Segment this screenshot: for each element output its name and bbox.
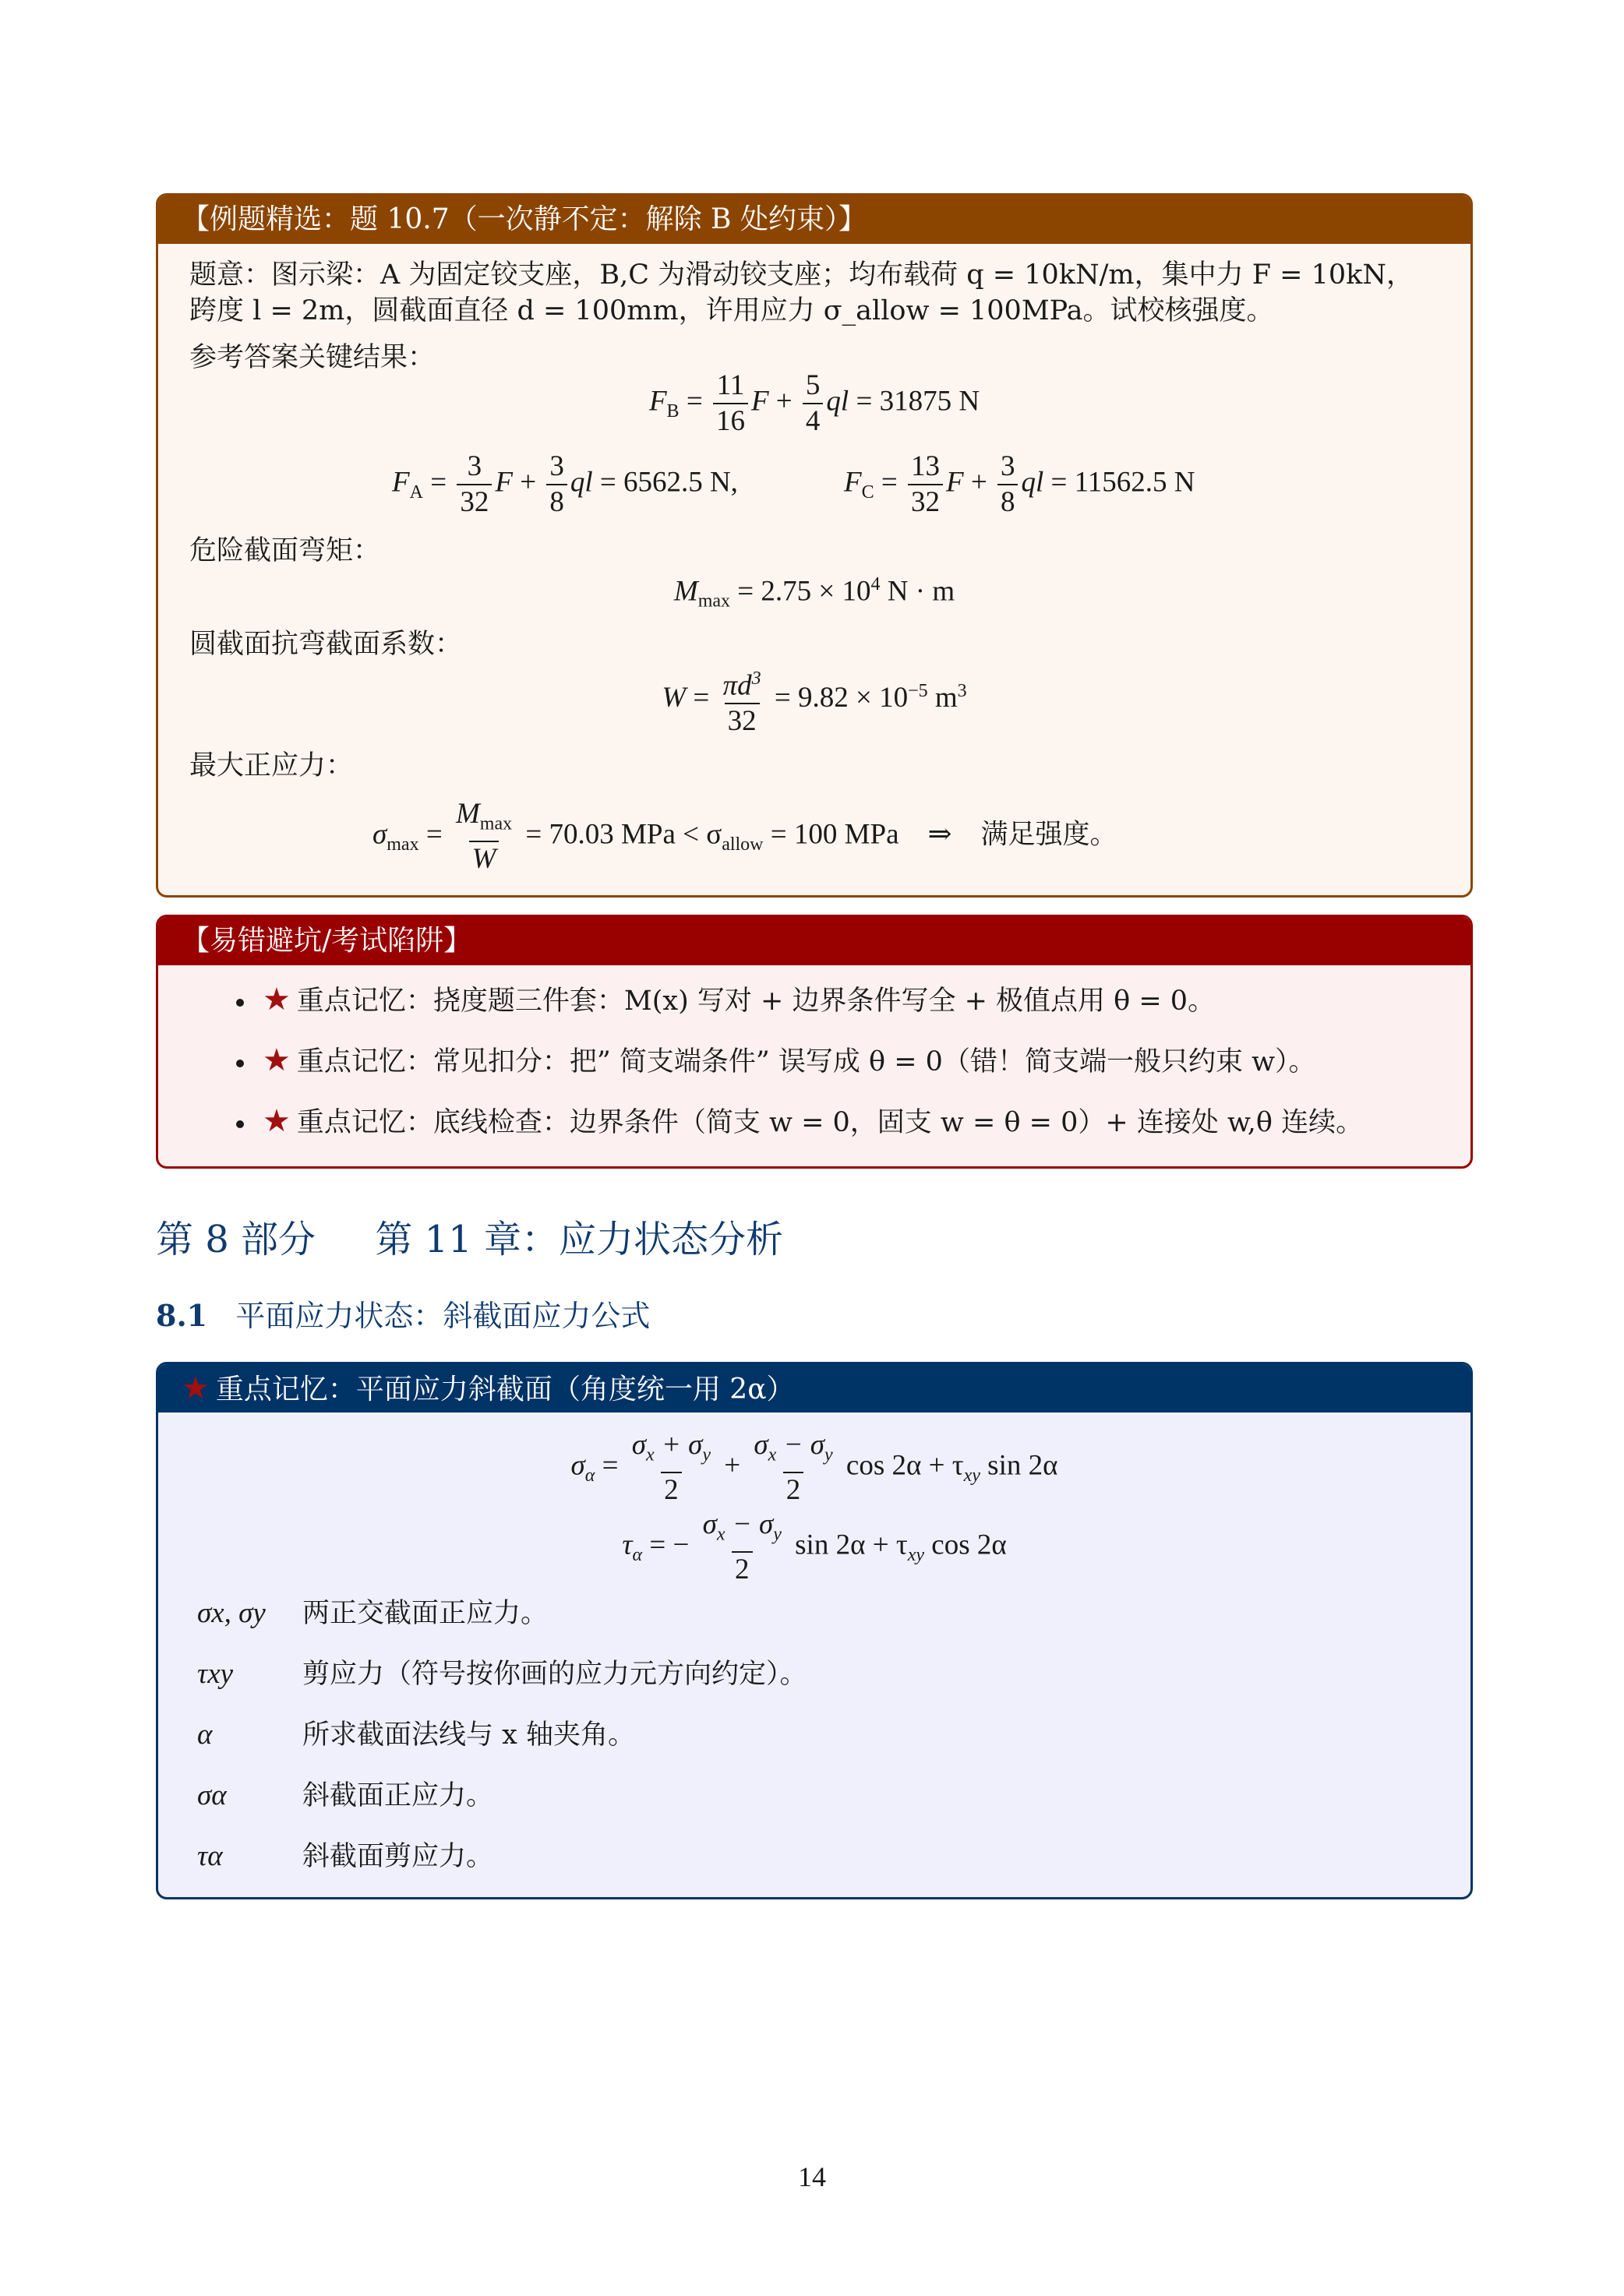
memory-box xyxy=(156,1362,1473,1899)
fraction xyxy=(457,450,492,520)
den: 8 xyxy=(546,484,567,520)
pitfall-box xyxy=(156,915,1473,1169)
modulus-unit-exp: 3 xyxy=(957,680,967,701)
definition-text: 斜截面正应力。 xyxy=(302,1780,494,1811)
modulus-unit: m xyxy=(927,682,958,714)
equation-sigma-alpha: $\sigma_\alpha$ = $\frac{\sigma_x + \sigma_y}{2}$ + $\frac{\sigma_x - \sigma_y}{2}$ $\cos 2\alpha + \tau_{xy}$ sin 2α xyxy=(570,1429,1058,1507)
list-item-label: 重点记忆：挠度题三件套：M(x) 写对 + 边界条件写全 + 极值点用 θ = 0。 xyxy=(296,986,1216,1017)
fa-sub: A xyxy=(409,481,423,503)
den: 32 xyxy=(457,484,492,520)
fraction xyxy=(908,450,943,520)
den: 32 xyxy=(908,484,943,520)
fb-lhs: F xyxy=(648,385,667,418)
part-chapter-heading xyxy=(156,1209,783,1263)
definition-row xyxy=(197,1779,493,1813)
subsection-number: 8.1 xyxy=(156,1298,208,1333)
fc-sub: C xyxy=(861,481,874,503)
stress-label: 最大正应力： xyxy=(189,750,354,781)
num: $\sigma_x + \sigma_y$ xyxy=(631,1429,711,1465)
stress-result: = 70.03 MPa < σ xyxy=(525,818,722,851)
definition-text: 斜截面剪应力。 xyxy=(302,1841,494,1872)
den: 32 xyxy=(725,703,760,739)
definition-text: 剪应力（符号按你画的应力元方向约定）。 xyxy=(302,1659,807,1690)
den: 8 xyxy=(997,484,1019,520)
definition-row xyxy=(197,1596,548,1631)
modulus-label: 圆截面抗弯截面系数： xyxy=(189,629,463,660)
equation-tau-alpha: $\tau_\alpha$ = − $\frac{\sigma_x - \sigma_y}{2}$ $\sin 2\alpha + \tau_{xy}$ cos 2α xyxy=(622,1508,1007,1586)
num: $\sigma_x - \sigma_y$ xyxy=(702,1508,782,1545)
definition-row xyxy=(197,1657,807,1691)
example-box xyxy=(156,193,1473,898)
list-item xyxy=(236,1043,1316,1079)
fraction xyxy=(750,1428,835,1508)
den: 2 xyxy=(661,1472,682,1508)
num: 13 xyxy=(911,450,940,482)
definition-symbol: α xyxy=(197,1719,213,1751)
fraction xyxy=(720,661,764,739)
definition-symbol: τα xyxy=(197,1840,223,1872)
modulus-exp: −5 xyxy=(908,680,928,701)
fc-lhs: F xyxy=(844,466,862,499)
star-icon: ★ xyxy=(182,1370,210,1406)
list-item-label: 重点记忆：常见扣分：把” 简支端条件” 误写成 θ = 0（错！简支端一般只约束 w）。 xyxy=(296,1046,1316,1077)
equation-modulus: W = $\frac{\pi d^3}{32}$ = $9.82 \times 10^{-5}$ $m^3$ xyxy=(158,661,1470,739)
num: $\sigma_x - \sigma_y$ xyxy=(754,1429,833,1465)
memory-box-header xyxy=(158,1364,1470,1413)
key-results-label: 参考答案关键结果： xyxy=(189,342,436,373)
part-heading: 第 8 部分 xyxy=(156,1218,316,1261)
modulus-num-exp: 3 xyxy=(751,668,761,689)
definition-symbol: σx, σy xyxy=(197,1597,266,1629)
fc-result: = 11562.5 N xyxy=(1050,466,1195,499)
fraction xyxy=(546,450,567,520)
fb-sub: B xyxy=(666,400,680,421)
equation-FC: $F_C$ = $\frac{13}{32}$ F + $\frac{3}{8}$ ql = 11562.5 N xyxy=(844,450,1195,518)
eq2-rhs: sin 2α + τ xyxy=(795,1529,908,1561)
equation-moment: $M_{max} = 2.75 \times 10^4$ N · m xyxy=(673,574,955,612)
modulus-num: πd xyxy=(722,669,752,702)
moment-unit: N · m xyxy=(880,575,955,608)
den: W xyxy=(469,841,500,876)
fraction xyxy=(803,369,824,439)
moment-exp: 4 xyxy=(870,574,881,594)
moment-label: 危险截面弯矩： xyxy=(189,535,381,566)
bullet-icon xyxy=(236,1060,244,1067)
bullet-icon xyxy=(236,1120,244,1128)
equation-FB: $F_B$ = $\frac{11}{16}$ F + $\frac{5}{4}$ ql = 31875 N xyxy=(648,369,980,437)
num: 5 xyxy=(805,369,821,401)
fraction xyxy=(629,1428,714,1508)
star-icon: ★ xyxy=(263,1042,291,1078)
fa-result: = 6562.5 N, xyxy=(599,466,738,499)
subsection-heading xyxy=(156,1292,650,1335)
chapter-heading: 第 11 章：应力状态分析 xyxy=(375,1218,783,1261)
memory-box-title: 重点记忆：平面应力斜截面（角度统一用 2α） xyxy=(215,1374,795,1405)
num: 11 xyxy=(716,369,745,401)
list-item-label: 重点记忆：底线检查：边界条件（简支 w = 0，固支 w = θ = 0）+ 连接处 w,θ 连续。 xyxy=(296,1107,1364,1138)
eq2-tail: cos 2α xyxy=(931,1529,1007,1561)
fraction xyxy=(713,369,748,439)
fa-lhs: F xyxy=(392,466,410,499)
equation-stress: $\sigma_{max}$ = $\frac{M_{max}}{W}$ = 70.03 MPa < $\sigma_{allow} = 100$ MPa ⇒ 满足强度。 xyxy=(372,798,1117,876)
eq1-rhs: cos 2α + τ xyxy=(846,1449,964,1482)
star-icon: ★ xyxy=(263,1103,291,1139)
stress-conclusion: 满足强度。 xyxy=(980,819,1117,851)
subsection-title: 平面应力状态：斜截面应力公式 xyxy=(235,1299,651,1333)
list-item xyxy=(236,982,1215,1018)
bullet-icon xyxy=(236,999,244,1007)
definition-text: 所求截面法线与 x 轴夹角。 xyxy=(302,1719,635,1751)
problem-line-2: 跨度 l = 2m，圆截面直径 d = 100mm，许用应力 σ_allow = 100MPa。试校核强度。 xyxy=(189,295,1274,326)
definition-row xyxy=(197,1839,493,1874)
den: 2 xyxy=(732,1551,753,1587)
den: 4 xyxy=(803,403,824,439)
fraction xyxy=(700,1508,785,1587)
den: 16 xyxy=(713,403,748,439)
definition-symbol: σα xyxy=(197,1779,227,1811)
page-number: 14 xyxy=(798,2161,826,2192)
pitfall-box-title: 【易错避坑/考试陷阱】 xyxy=(158,917,1470,965)
eq1-tail: sin 2α xyxy=(987,1449,1058,1482)
equation-FA: $F_A$ = $\frac{3}{32}$ F + $\frac{3}{8}$ ql = 6562.5 N, xyxy=(392,450,738,518)
fb-result: = 31875 N xyxy=(856,385,980,418)
stress-allow: = 100 MPa xyxy=(770,818,899,851)
fraction xyxy=(453,797,515,876)
example-box-title: 【例题精选：题 10.7（一次静不定：解除 B 处约束）】 xyxy=(158,196,1470,244)
num xyxy=(720,661,764,703)
problem-line-1: 题意：图示梁：A 为固定铰支座，B,C 为滑动铰支座；均布载荷 q = 10kN/m，集中力 F = 10kN， xyxy=(189,259,1414,291)
definition-text: 两正交截面正应力。 xyxy=(302,1598,549,1629)
modulus-result: = 9.82 × 10 xyxy=(774,682,909,714)
definition-row xyxy=(197,1718,635,1752)
num: 3 xyxy=(549,450,564,482)
star-icon: ★ xyxy=(263,982,291,1018)
fraction xyxy=(997,450,1019,520)
list-item xyxy=(236,1104,1363,1140)
definition-symbol: τxy xyxy=(197,1658,234,1690)
moment-value: = 2.75 × 10 xyxy=(737,575,871,608)
den: 2 xyxy=(783,1472,804,1508)
num: $M_{max}$ xyxy=(455,798,513,834)
implies-arrow: ⇒ xyxy=(927,818,952,851)
num: 3 xyxy=(1000,450,1015,482)
num: 3 xyxy=(467,450,482,482)
